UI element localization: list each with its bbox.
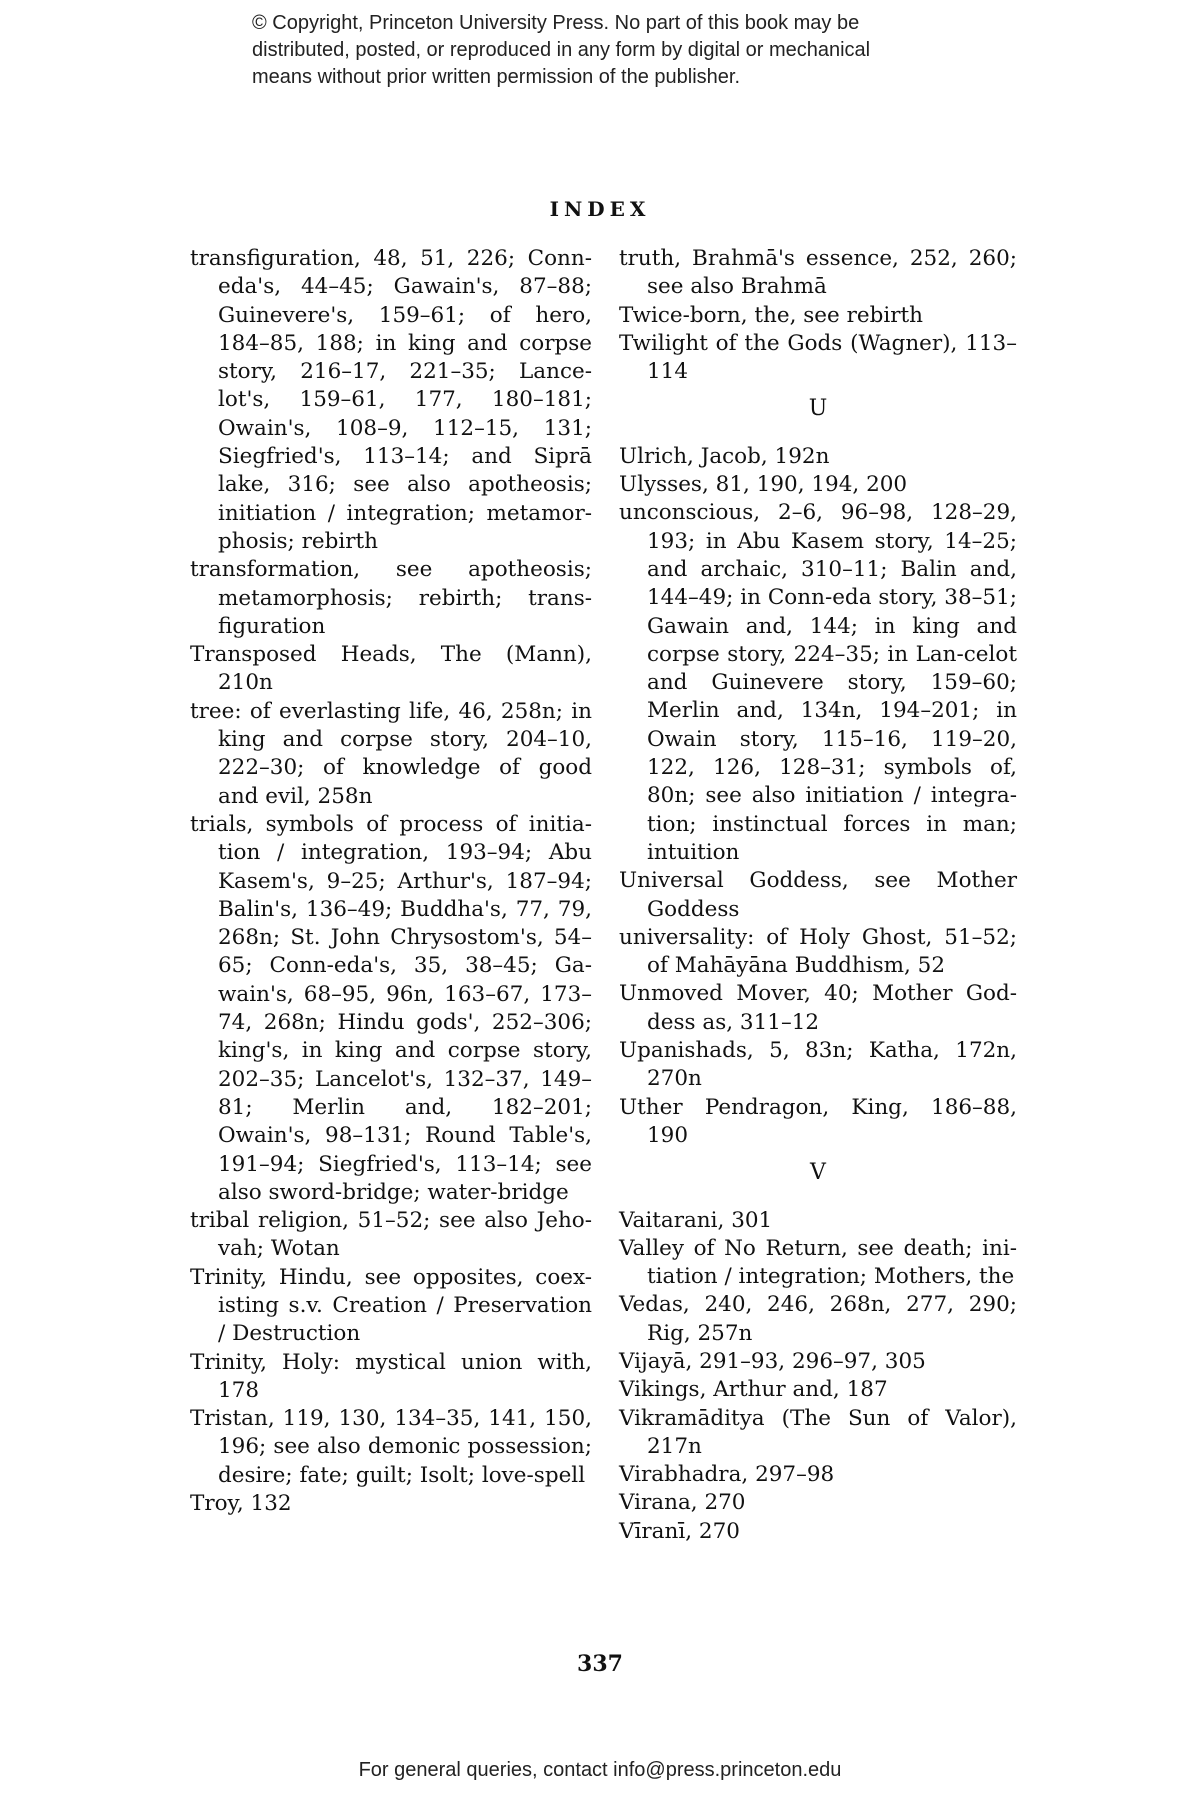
- index-entry: Trinity, Holy: mystical union with, 178: [190, 1349, 592, 1403]
- index-entry: Uther Pendragon, King, 186–88, 190: [619, 1094, 1017, 1148]
- copyright-line: distributed, posted, or reproduced in any form by digital or mechanical: [252, 39, 871, 61]
- index-entry: Unmoved Mover, 40; Mother God-dess as, 311–12: [619, 981, 1017, 1035]
- index-entry: Vijayā, 291–93, 296–97, 305: [619, 1348, 926, 1374]
- copyright-line: means without prior written permission of the publisher.: [252, 66, 741, 88]
- section-letter-v: V: [810, 1160, 826, 1186]
- index-entry: Troy, 132: [190, 1491, 292, 1517]
- index-entry: Tristan, 119, 130, 134–35, 141, 150, 196; see also demonic possession; desire; fate; guilt; Isolt; love-spell: [190, 1406, 592, 1488]
- section-letter-u: U: [808, 396, 828, 422]
- index-entry: Vīranī, 270: [619, 1518, 740, 1544]
- index-entry: Vedas, 240, 246, 268n, 277, 290; Rig, 257n: [619, 1292, 1017, 1346]
- index-entry: truth, Brahmā's essence, 252, 260; see also Brahmā: [619, 246, 1017, 300]
- index-entry: Virabhadra, 297–98: [619, 1462, 835, 1488]
- index-entry: Upanishads, 5, 83n; Katha, 172n, 270n: [619, 1038, 1017, 1092]
- index-entry: tribal religion, 51–52; see also Jeho-vah; Wotan: [190, 1208, 592, 1262]
- index-entry: tree: of everlasting life, 46, 258n; in king and corpse story, 204–10, 222–30; of knowledge of good and evil, 258n: [190, 698, 592, 809]
- index-column-right: [619, 245, 1017, 1546]
- index-entry: Vikings, Arthur and, 187: [619, 1377, 888, 1403]
- index-entry: Valley of No Return, see death; ini-tiation / integration; Mothers, the: [619, 1235, 1017, 1290]
- index-entry: Virana, 270: [619, 1490, 746, 1516]
- index-heading: INDEX: [549, 197, 651, 221]
- index-entry: transformation, see apotheosis; metamorphosis; rebirth; trans-figuration: [190, 557, 592, 639]
- index-entry: Universal Goddess, see Mother Goddess: [619, 868, 1017, 922]
- copyright-line: © Copyright, Princeton University Press. No part of this book may be: [252, 12, 860, 34]
- index-entry: Twilight of the Gods (Wagner), 113–114: [619, 330, 1017, 385]
- index-entry: trials, symbols of process of initia-tion / integration, 193–94; Abu Kasem's, 9–25; Arthur's, 187–94; Balin's, 136–49; Buddha's, 77, 79, 268n; St. John Chrysostom's, 54–65; Conn-eda's, 35, 38–45; Ga-wain's, 68–95, 96n, 163–67, 173–74, 268n; Hindu gods', 252–306; king's, in king and corpse story, 202–35; Lancelot's, 132–37, 149–81; Merlin and, 182–201; Owain's, 98–131; Round Table's, 191–94; Siegfried's, 113–14; see also sword-bridge; water-bridge: [190, 811, 592, 1205]
- index-entry: Ulysses, 81, 190, 194, 200: [619, 472, 908, 498]
- index-entry: Twice-born, the, see rebirth: [619, 302, 923, 328]
- index-entry: transfiguration, 48, 51, 226; Conn-eda's, 44–45; Gawain's, 87–88; Guinevere's, 159–61; of hero, 184–85, 188; in king and corpse story, 216–17, 221–35; Lance-lot's, 159–61, 177, 180–181; Owain's, 108–9, 112–15, 131; Siegfried's, 113–14; and Siprā lake, 316; see also apotheosis; initiation / integration; metamor-phosis; rebirth: [190, 246, 592, 554]
- index-entry: Trinity, Hindu, see opposites, coex-isting s.v. Creation / Preservation / Destruction: [190, 1264, 592, 1347]
- index-entry: Vaitarani, 301: [619, 1207, 773, 1233]
- index-entry: Transposed Heads, The (Mann), 210n: [190, 642, 592, 696]
- page-number: 337: [577, 1651, 623, 1677]
- footer-contact: For general queries, contact info@press.princeton.edu: [358, 1759, 842, 1781]
- index-entry: Ulrich, Jacob, 192n: [619, 443, 830, 469]
- index-entry: universality: of Holy Ghost, 51–52; of Mahāyāna Buddhism, 52: [619, 924, 1017, 979]
- index-entry: Vikramāditya (The Sun of Valor), 217n: [619, 1405, 1017, 1459]
- index-column-left: [190, 245, 592, 1518]
- copyright-notice: [252, 10, 1012, 91]
- index-entry: unconscious, 2–6, 96–98, 128–29, 193; in Abu Kasem story, 14–25; and archaic, 310–11; Balin and, 144–49; in Conn-eda story, 38–51; Gawain and, 144; in king and corpse story, 224–35; in Lan-celot and Guinevere story, 159–60; Merlin and, 134n, 194–201; in Owain story, 115–16, 119–20, 122, 126, 128–31; symbols of, 80n; see also initiation / integra-tion; instinctual forces in man; intuition: [619, 500, 1017, 865]
